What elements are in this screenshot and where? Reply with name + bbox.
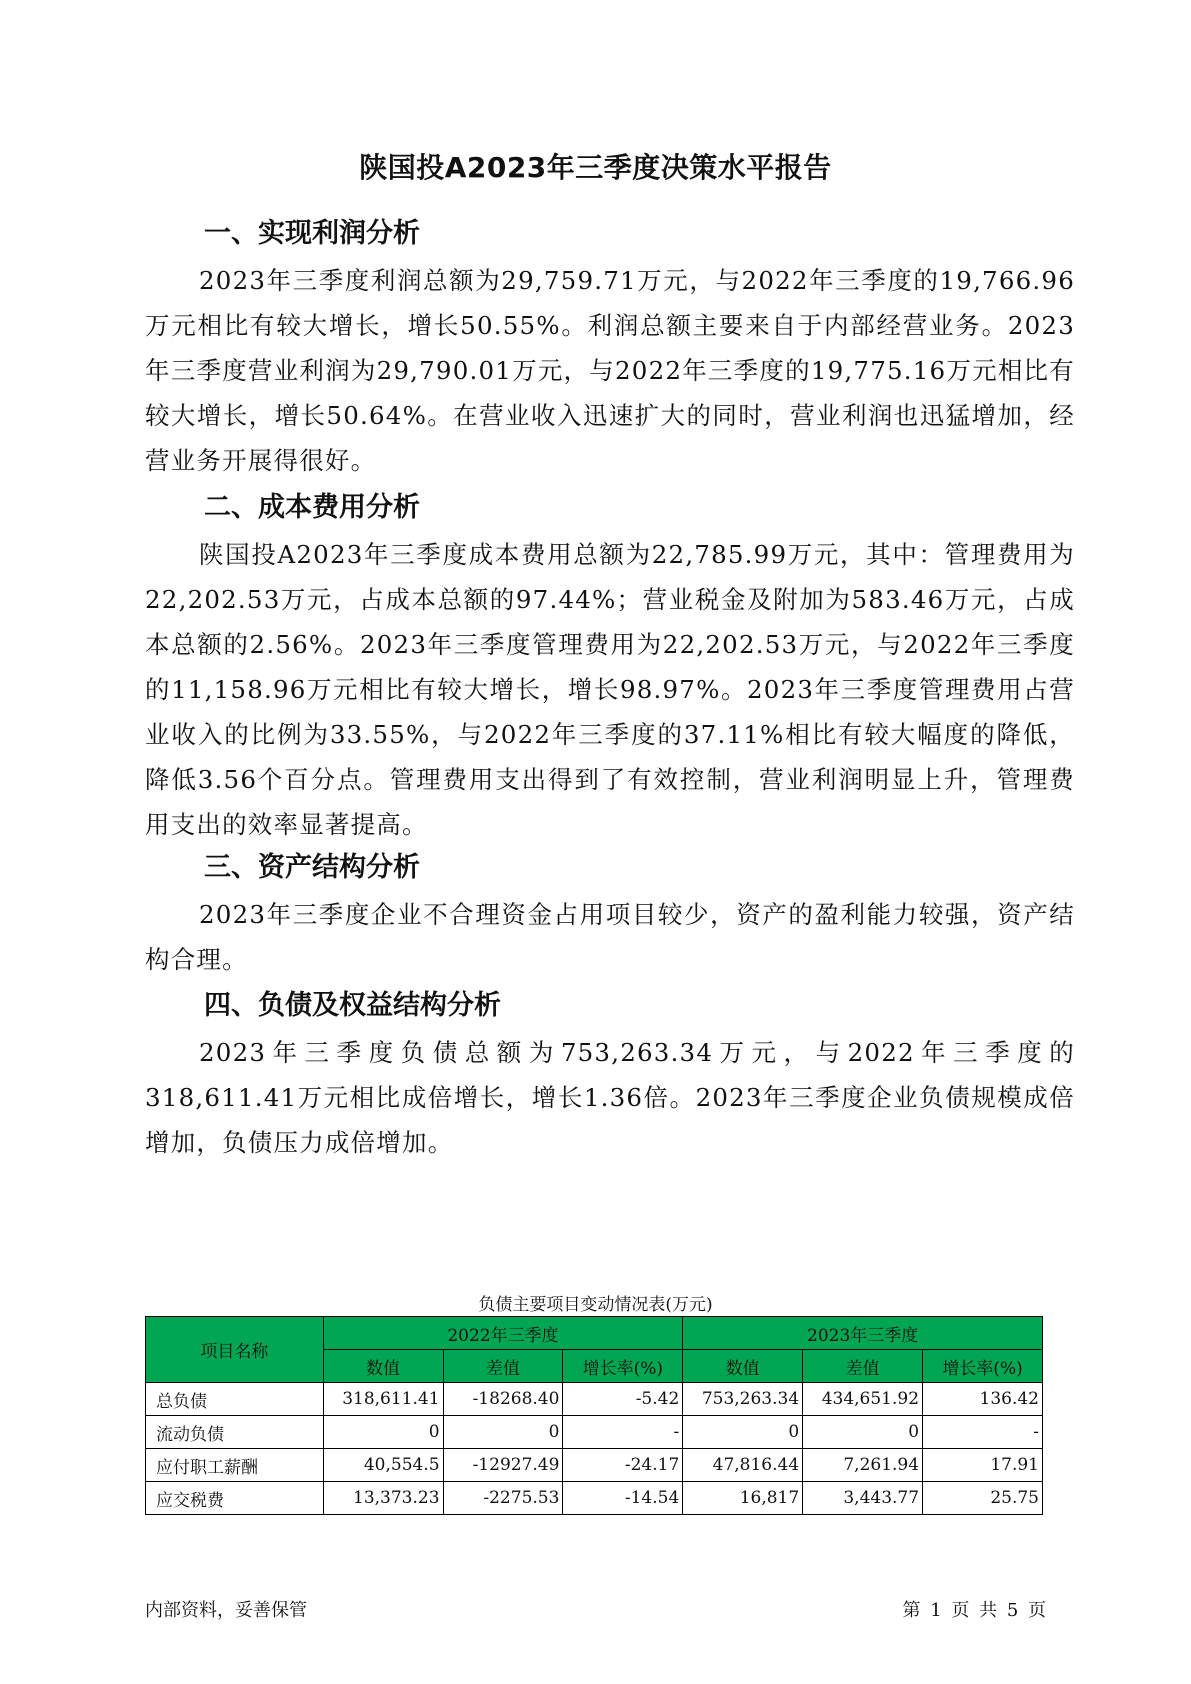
table-header-row [146, 1317, 1043, 1350]
section-paragraph-assets: 2023年三季度企业不合理资金占用项目较少，资产的盈利能力较强，资产结构合理。 [145, 900, 1075, 974]
section-heading-cost: 二、成本费用分析 [204, 492, 420, 523]
table-row [146, 1416, 1043, 1449]
subheader-diff-2022: 差值 [443, 1350, 563, 1383]
cell-value: 136.42 [923, 1383, 1043, 1416]
report-title: 陕国投A2023年三季度决策水平报告 [359, 151, 832, 184]
section-heading-assets: 三、资产结构分析 [204, 852, 420, 883]
cell-value: -2275.53 [443, 1482, 563, 1515]
cell-value: 17.91 [923, 1449, 1043, 1482]
section-heading-profit: 一、实现利润分析 [204, 218, 420, 249]
subheader-diff-2023: 差值 [803, 1350, 923, 1383]
cell-value: 753,263.34 [683, 1383, 803, 1416]
cell-value: -12927.49 [443, 1449, 563, 1482]
cell-value: 7,261.94 [803, 1449, 923, 1482]
cell-value: 16,817 [683, 1482, 803, 1515]
cell-value: -18268.40 [443, 1383, 563, 1416]
cell-value: - [563, 1416, 683, 1449]
cell-value: 318,611.41 [323, 1383, 443, 1416]
row-label: 应付职工薪酬 [146, 1449, 324, 1482]
cell-value: - [923, 1416, 1043, 1449]
section-paragraph-liabilities: 2023年三季度负债总额为753,263.34万元，与2022年三季度的318,611.41万元相比成倍增长，增长1.36倍。2023年三季度企业负债规模成倍增加，负债压力成倍增加。 [145, 1038, 1075, 1157]
cell-value: 0 [803, 1416, 923, 1449]
table-row [146, 1383, 1043, 1416]
row-label: 总负债 [146, 1383, 324, 1416]
header-group-2023: 2023年三季度 [683, 1317, 1043, 1350]
subheader-growth-2023: 增长率(%) [923, 1350, 1043, 1383]
cell-value: 47,816.44 [683, 1449, 803, 1482]
liabilities-table [145, 1316, 1043, 1515]
cell-value: 0 [443, 1416, 563, 1449]
cell-value: 3,443.77 [803, 1482, 923, 1515]
cell-value: 40,554.5 [323, 1449, 443, 1482]
section-paragraph-profit: 2023年三季度利润总额为29,759.71万元，与2022年三季度的19,766.96万元相比有较大增长，增长50.55%。利润总额主要来自于内部经营业务。2023年三季度营业利润为29,790.01万元，与2022年三季度的19,775.16万元相比有较大增长，增长50.64%。在营业收入迅速扩大的同时，营业利润也迅猛增加，经营业务开展得很好。 [145, 266, 1075, 475]
cell-value: 0 [683, 1416, 803, 1449]
table-row [146, 1482, 1043, 1515]
cell-value: -14.54 [563, 1482, 683, 1515]
header-group-2022: 2022年三季度 [323, 1317, 683, 1350]
footer-page-number: 第 1 页 共 5 页 [902, 1600, 1046, 1621]
cell-value: 13,373.23 [323, 1482, 443, 1515]
subheader-value-2022: 数值 [323, 1350, 443, 1383]
subheader-growth-2022: 增长率(%) [563, 1350, 683, 1383]
section-heading-liabilities: 四、负债及权益结构分析 [204, 990, 501, 1021]
cell-value: 0 [323, 1416, 443, 1449]
subheader-value-2023: 数值 [683, 1350, 803, 1383]
table-caption: 负债主要项目变动情况表(万元) [478, 1295, 713, 1315]
table-row [146, 1449, 1043, 1482]
row-label: 应交税费 [146, 1482, 324, 1515]
header-item-name: 项目名称 [146, 1317, 324, 1383]
cell-value: 25.75 [923, 1482, 1043, 1515]
cell-value: -24.17 [563, 1449, 683, 1482]
cell-value: 434,651.92 [803, 1383, 923, 1416]
section-paragraph-cost: 陕国投A2023年三季度成本费用总额为22,785.99万元，其中：管理费用为22,202.53万元，占成本总额的97.44%；营业税金及附加为583.46万元，占成本总额的2.56%。2023年三季度管理费用为22,202.53万元，与2022年三季度的11,158.96万元相比有较大增长，增长98.97%。2023年三季度管理费用占营业收入的比例为33.55%，与2022年三季度的37.11%相比有较大幅度的降低，降低3.56个百分点。管理费用支出得到了有效控制，营业利润明显上升，管理费用支出的效率显著提高。 [145, 540, 1075, 839]
footer-confidential-note: 内部资料，妥善保管 [145, 1600, 307, 1621]
cell-value: -5.42 [563, 1383, 683, 1416]
row-label: 流动负债 [146, 1416, 324, 1449]
